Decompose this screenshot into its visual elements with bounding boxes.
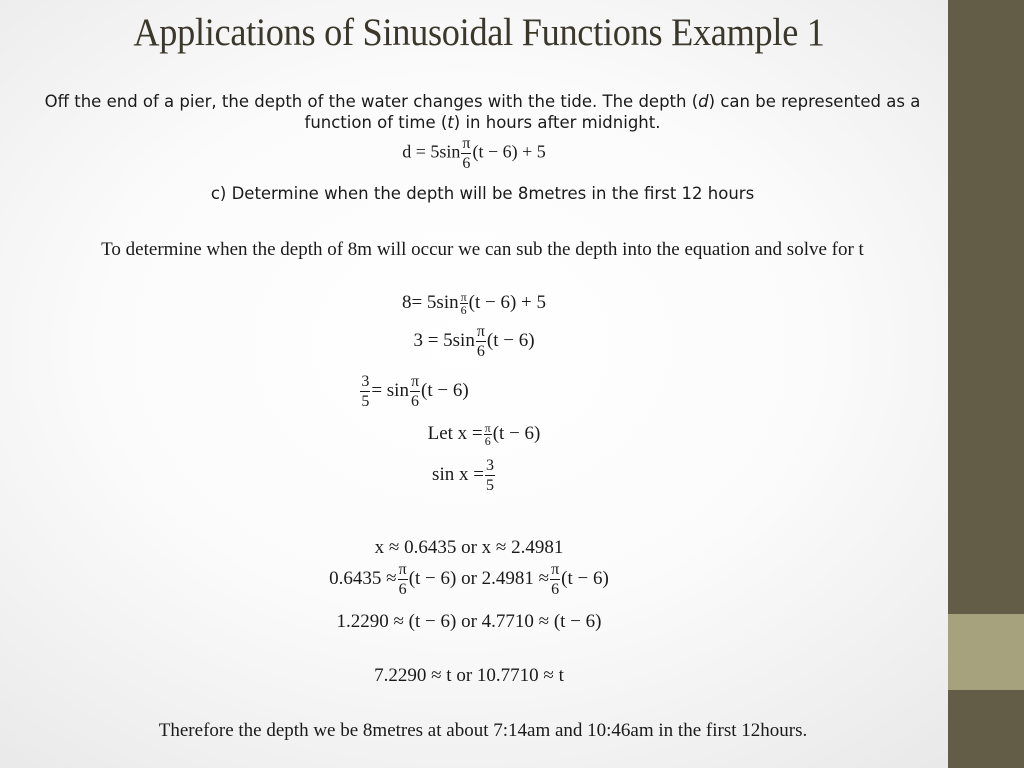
step-4-equation: Let x = $\frac{\pi}{6}$ (t − 6)	[427, 421, 541, 448]
intro-var-d: d	[698, 92, 709, 111]
step-7-fraction-1: $\frac{\pi}{6}$	[398, 561, 407, 598]
explanation-text: To determine when the depth of 8m will occur we can sub the depth into the equation and solve for t	[101, 239, 864, 260]
step-1-fraction: $\frac{\pi}{6}$	[460, 290, 467, 317]
step-7-equation: 0.6435 ≈ $\frac{\pi}{6}$ (t − 6) or 2.4981 ≈ $\frac{\pi}{6}$ (t − 6)	[329, 561, 609, 598]
step-5-equation: sin x = $\frac{3}{5}$	[432, 457, 494, 494]
conclusion-text: Therefore the depth we be 8metres at about 7:14am and 10:46am in the first 12hours.	[158, 720, 808, 741]
step-7-fraction-2: $\frac{\pi}{6}$	[551, 561, 560, 598]
function-equation	[0, 134, 948, 173]
step-8-equation: 1.2290 ≈ (t − 6) or 4.7710 ≈ (t − 6)	[336, 611, 602, 632]
step-2-fraction: $\frac{\pi}{6}$	[476, 323, 485, 360]
step-2-equation: 3 = 5sin $\frac{\pi}{6}$ (t − 6)	[413, 323, 535, 360]
intro-text-1: Off the end of a pier, the depth of the water changes with the tide. The depth (	[44, 92, 699, 111]
step-5-fraction: $\frac{3}{5}$	[485, 457, 494, 494]
question-text: c) Determine when the depth will be 8metres in the first 12 hours	[210, 184, 755, 203]
intro-text-3: ) in hours after midnight.	[453, 113, 661, 132]
function-fraction: $\frac{\pi}{6}$	[462, 135, 471, 172]
step-9-equation: 7.2290 ≈ t or 10.7710 ≈ t	[374, 665, 564, 686]
step-6-equation: x ≈ 0.6435 or x ≈ 2.4981	[374, 537, 564, 558]
sidebar-accent-block	[948, 614, 1024, 690]
slide-title: Applications of Sinusoidal Functions Example 1	[133, 11, 825, 54]
step-3-equation: $\frac{3}{5}$ = sin $\frac{\pi}{6}$ (t − 6)	[361, 373, 469, 410]
step-3-fraction-right: $\frac{\pi}{6}$	[410, 373, 420, 410]
function-rhs: (t − 6) + 5	[472, 141, 546, 162]
function-lhs: d = 5sin	[402, 141, 461, 162]
step-1-equation: 8= 5sin $\frac{\pi}{6}$ (t − 6) + 5	[401, 290, 547, 317]
step-4-fraction: $\frac{\pi}{6}$	[484, 421, 491, 448]
problem-intro	[30, 91, 935, 133]
step-3-fraction-left: $\frac{3}{5}$	[361, 373, 370, 410]
intro-var-t: t	[447, 113, 454, 132]
intro-text-2: ) can be represented as a function of time (	[304, 92, 921, 132]
